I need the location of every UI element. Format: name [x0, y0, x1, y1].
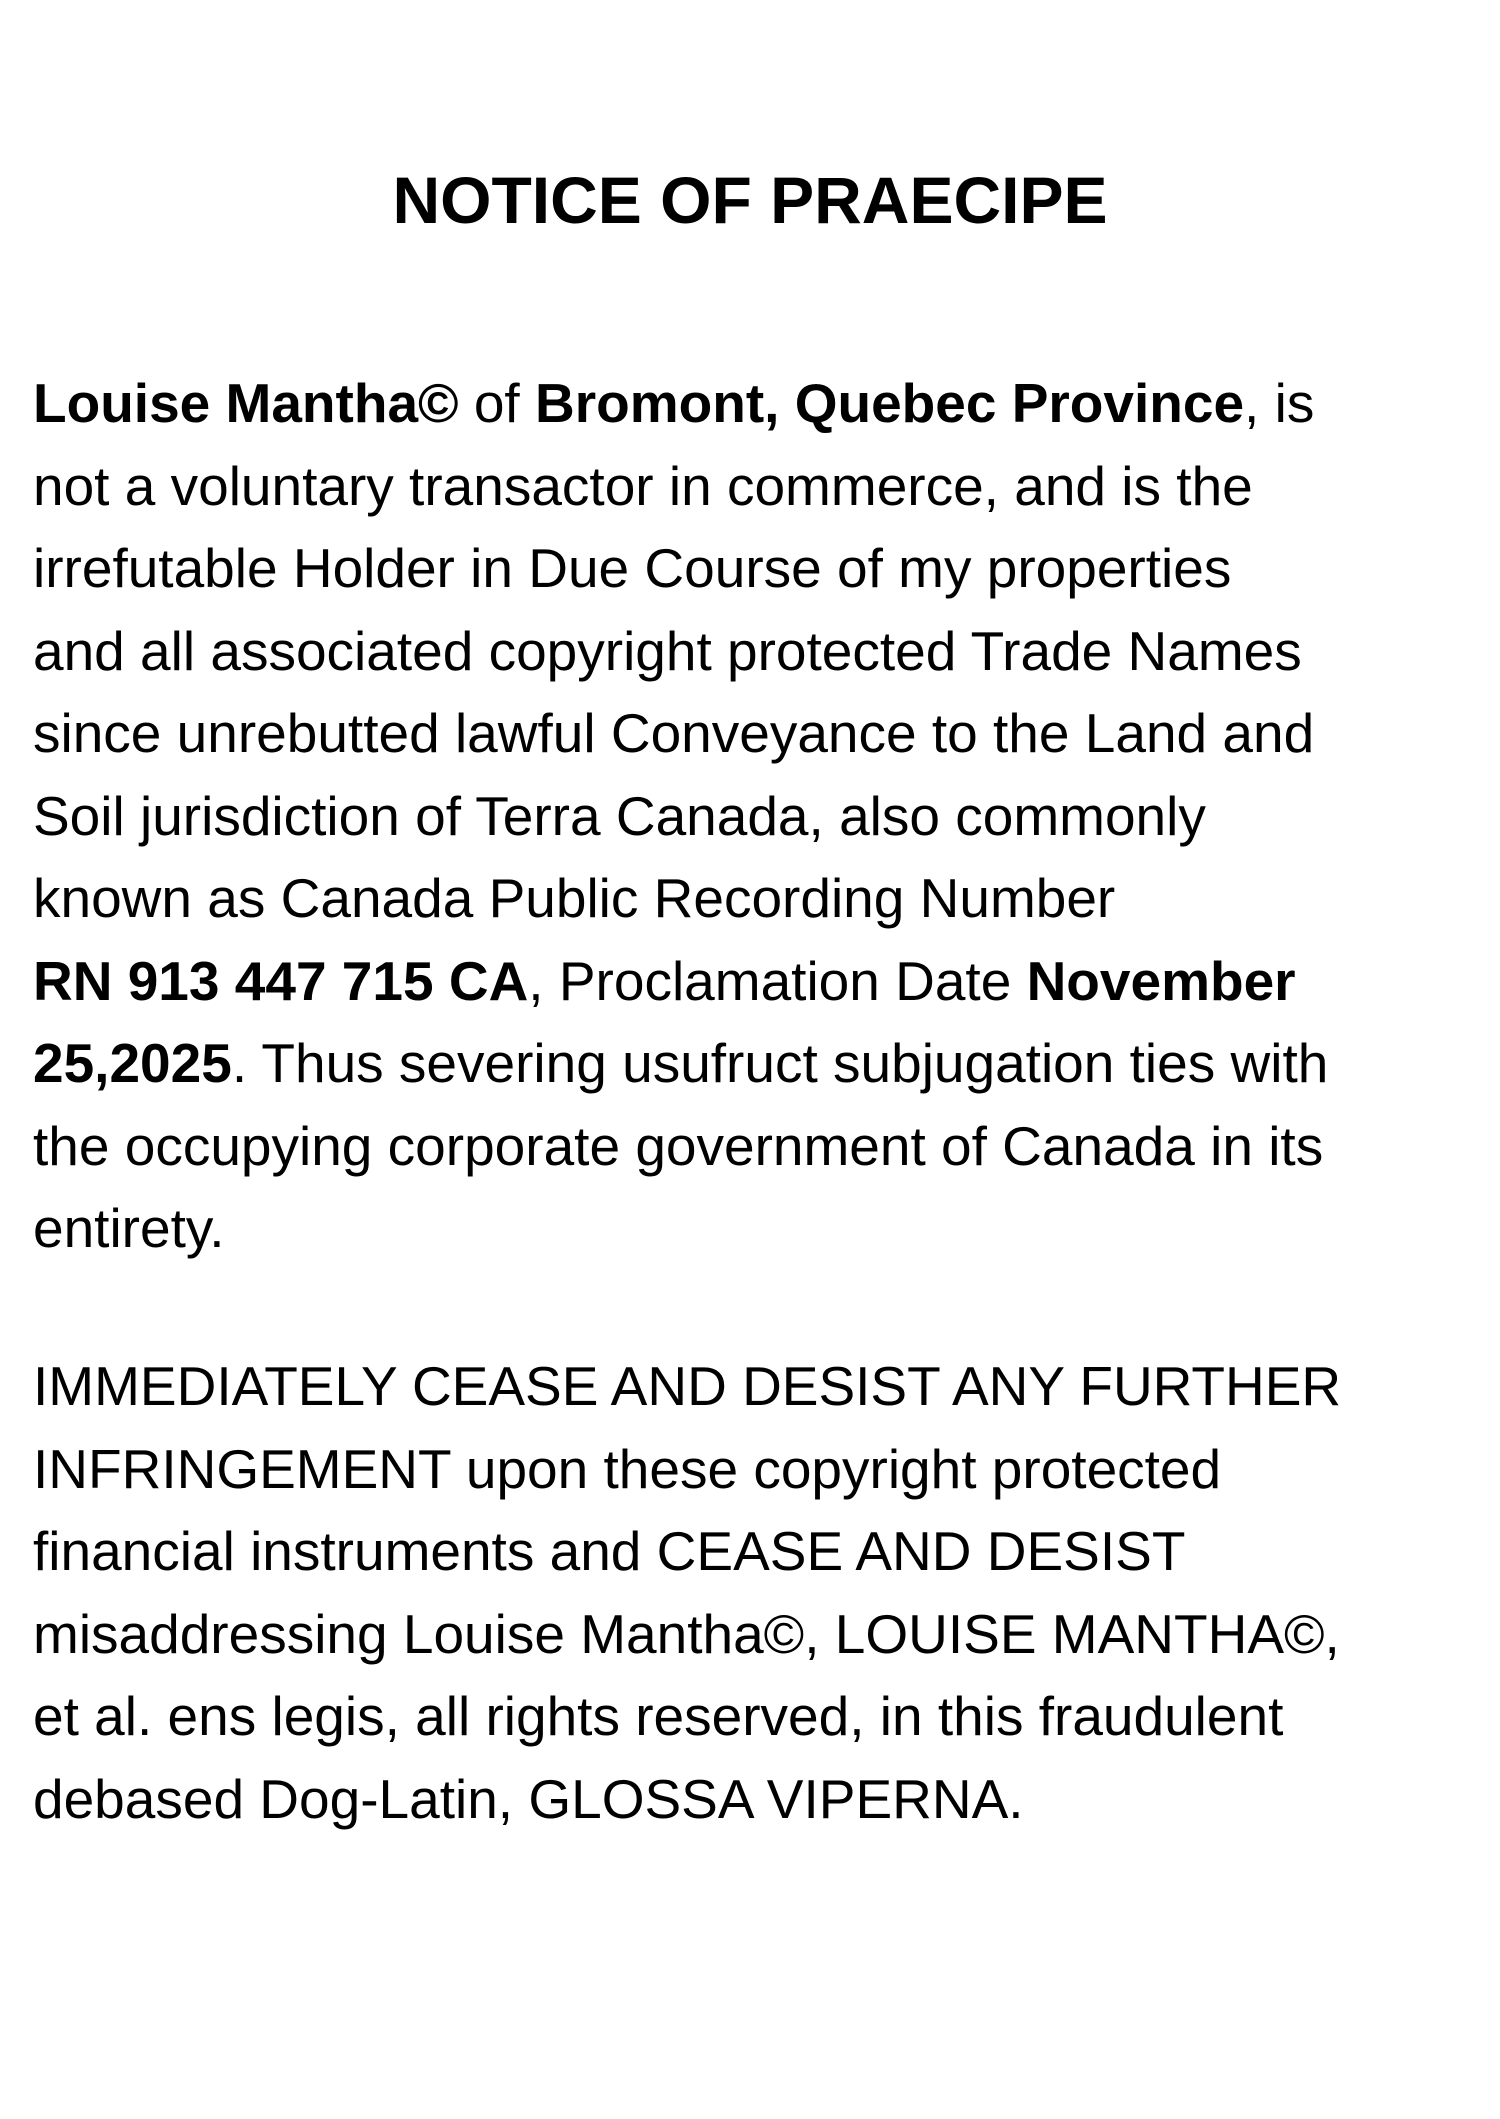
text-run: 25,2025 [33, 1032, 232, 1094]
text-line [33, 1758, 1473, 1841]
text-line [33, 1105, 1473, 1188]
text-run: irrefutable Holder in Due Course of my properties [33, 537, 1232, 599]
text-line [33, 1428, 1473, 1511]
text-run: Soil jurisdiction of Terra Canada, also commonly [33, 784, 1206, 847]
text-run: debased Dog-Latin, GLOSSA VIPERNA. [33, 1767, 1024, 1830]
text-line [33, 692, 1473, 775]
text-run: RN 913 447 715 CA [33, 949, 529, 1012]
document-title: NOTICE OF PRAECIPE [392, 163, 1108, 237]
text-line [33, 362, 1473, 445]
text-line [33, 1675, 1473, 1758]
text-line [33, 610, 1473, 693]
text-run: Louise Mantha© [33, 372, 459, 434]
text-run: since unrebutted lawful Conveyance to the Land and [33, 702, 1315, 764]
text-run: and all associated copyright protected Trade Names [33, 619, 1302, 682]
text-line [33, 857, 1473, 940]
text-line [33, 1345, 1473, 1428]
text-run: , is [1244, 372, 1315, 434]
text-line [33, 527, 1473, 610]
text-run: of [458, 372, 535, 434]
text-line [33, 1510, 1473, 1593]
paragraph-notice [33, 362, 1473, 1270]
text-run: . Thus severing usufruct subjugation ties with [231, 1032, 1329, 1094]
text-run: entirety. [33, 1197, 225, 1259]
paragraph-cease-and-desist [33, 1345, 1473, 1840]
text-run: et al. ens legis, all rights reserved, in this fraudulent [33, 1685, 1284, 1747]
text-line [33, 1593, 1473, 1676]
text-line [33, 940, 1473, 1023]
text-line [33, 445, 1473, 528]
text-line [33, 1022, 1473, 1105]
text-line [33, 775, 1473, 858]
text-run: , Proclamation Date [528, 949, 1027, 1012]
text-run: known as Canada Public Recording Number [33, 867, 1116, 929]
text-run: the occupying corporate government of Canada in its [33, 1114, 1324, 1177]
text-run: INFRINGEMENT upon these copyright protected [33, 1437, 1222, 1500]
text-run: Bromont, Quebec Province [535, 372, 1245, 434]
text-run: November [1026, 949, 1296, 1012]
text-run: misaddressing Louise Mantha©, LOUISE MANTHA©, [33, 1602, 1340, 1665]
text-run: IMMEDIATELY CEASE AND DESIST ANY FURTHER [33, 1355, 1342, 1417]
text-run: financial instruments and CEASE AND DESIST [33, 1520, 1186, 1582]
text-run: not a voluntary transactor in commerce, and is the [33, 454, 1253, 517]
text-line [33, 1187, 1473, 1270]
